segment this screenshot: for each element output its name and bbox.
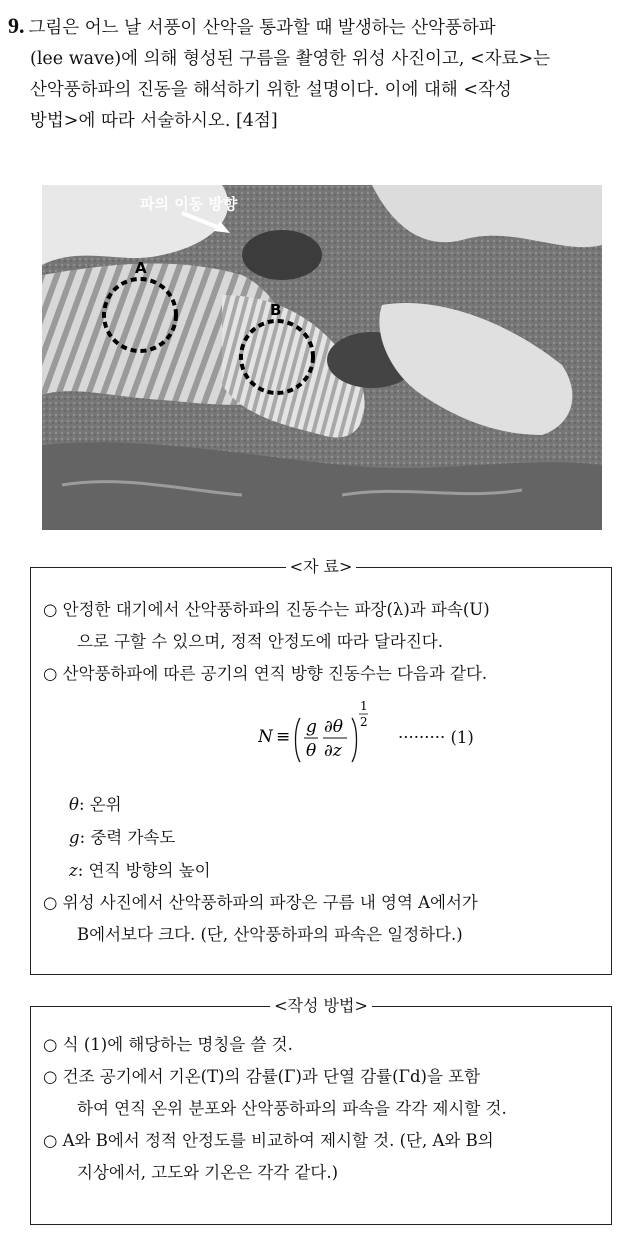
def-z [43, 854, 603, 887]
def-g [43, 821, 603, 854]
question-line-2: (lee wave)에 의해 형성된 구름을 촬영한 위성 사진이고, <자료>는 [30, 49, 551, 69]
def-g-symbol: g [69, 828, 80, 847]
def-z-symbol: z [69, 861, 78, 880]
data-box-title: <자 료> [286, 557, 357, 576]
method-item-1: ○ 식 (1)에 해당하는 명칭을 쓸 것. [43, 1035, 293, 1054]
eq-exp-den: 2 [360, 715, 368, 729]
data-box [30, 557, 612, 975]
data-item-1-line-2: 으로 구할 수 있으며, 정적 안정도에 따라 달라진다. [77, 632, 443, 651]
eq-dtheta: ∂θ [324, 717, 344, 737]
eq-g: g [306, 717, 317, 737]
question-line-3: 산악풍하파의 진동을 해석하기 위한 설명이다. 이에 대해 <작성 [30, 80, 512, 100]
def-z-text: : 연직 방향의 높이 [77, 861, 211, 880]
method-box-title: <작성 방법> [270, 996, 372, 1015]
def-g-text: : 중력 가속도 [79, 828, 176, 847]
method-item-2-line-1: ○ 건조 공기에서 기온(T)의 감률(Γ)과 단열 감률(Γd)을 포함 [43, 1067, 481, 1086]
data-item-3-line-1: ○ 위성 사진에서 산악풍하파의 파장은 구름 내 영역 A에서가 [43, 893, 478, 912]
eq-exp-num: 1 [360, 699, 368, 713]
method-box [30, 996, 612, 1225]
label-b: B [270, 301, 282, 319]
def-theta-text: : 온위 [78, 795, 122, 814]
def-theta [43, 788, 603, 821]
eq-lhs: N [258, 727, 273, 747]
question-line-1: 그림은 어느 날 서풍이 산악을 통과할 때 발생하는 산악풍하파 [28, 18, 496, 38]
method-item-3-line-1: ○ A와 B에서 정적 안정도를 비교하여 제시할 것. (단, A와 B의 [43, 1131, 494, 1150]
question-number: 9. [8, 13, 25, 38]
eq-equiv: ≡ [276, 727, 291, 747]
eq-right-paren [352, 718, 357, 762]
satellite-image [42, 185, 602, 530]
method-item-2-line-2: 하여 연직 온위 분포와 산악풍하파의 파속을 각각 제시할 것. [77, 1099, 507, 1118]
def-theta-symbol: θ [69, 795, 79, 814]
method-item-3-line-2: 지상에서, 고도와 기온은 각각 같다.) [77, 1163, 339, 1182]
direction-label: 파의 이동 방향 [140, 195, 238, 213]
question-line-4: 방법>에 따라 서술하시오. [4점] [30, 111, 278, 131]
eq-theta: θ [306, 741, 317, 761]
equation-number: ········· (1) [398, 728, 474, 747]
satellite-photo [42, 185, 602, 530]
eq-left-paren [296, 718, 301, 762]
question-text [8, 10, 618, 137]
data-item-2-line-1: ○ 산악풍하파에 따른 공기의 연직 방향 진동수는 다음과 같다. [43, 664, 488, 683]
eq-dz: ∂z [324, 741, 342, 761]
label-a: A [135, 259, 147, 277]
data-item-3-line-2: B에서보다 크다. (단, 산악풍하파의 파속은 일정하다.) [77, 925, 463, 944]
equation [43, 690, 603, 788]
data-item-1-line-1: ○ 안정한 대기에서 산악풍하파의 진동수는 파장(λ)과 파속(U) [43, 600, 490, 619]
